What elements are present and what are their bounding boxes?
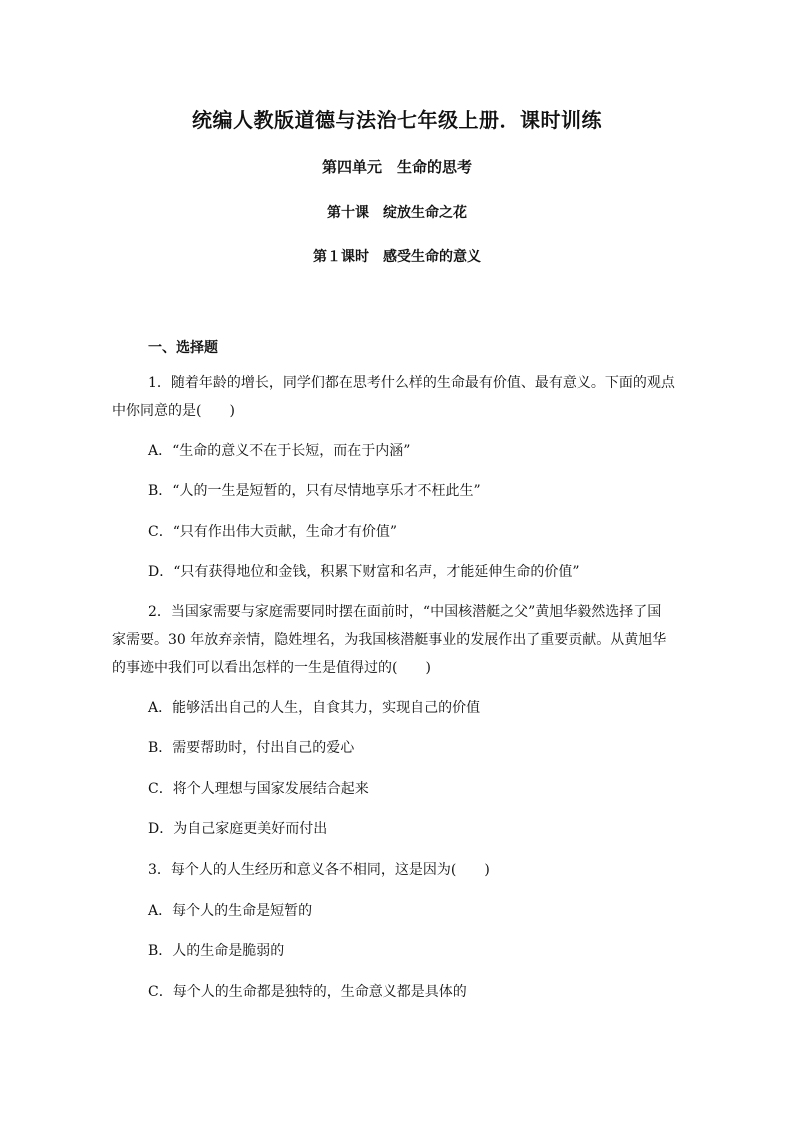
question-1-option-d: D．“只有获得地位和金钱，积累下财富和名声，才能延伸生命的价值” — [148, 564, 580, 580]
document-title: 统编人教版道德与法治七年级上册．课时训练 — [192, 108, 602, 132]
question-3-stem-line-1: 3．每个人的人生经历和意义各不相同，这是因为( ) — [148, 862, 490, 878]
period-heading: 第１课时 感受生命的意义 — [313, 249, 481, 265]
unit-heading: 第四单元 生命的思考 — [321, 158, 472, 176]
question-2-stem-line-2: 家需要。30 年放弃亲情，隐姓埋名，为我国核潜艇事业的发展作出了重要贡献。从黄旭华 — [112, 632, 667, 648]
question-2-option-d: D．为自己家庭更美好而付出 — [148, 821, 328, 837]
section-heading: 一、选择题 — [148, 340, 218, 356]
question-1-option-c: C．“只有作出伟大贡献，生命才有价值” — [148, 524, 398, 540]
lesson-heading: 第十课 绽放生命之花 — [327, 205, 467, 221]
question-2-stem-line-1: 2．当国家需要与家庭需要同时摆在面前时，“中国核潜艇之父”黄旭华毅然选择了国 — [148, 604, 662, 620]
question-1-option-a: A．“生命的意义不在于长短，而在于内涵” — [148, 443, 411, 459]
question-1-option-b: B．“人的一生是短暂的，只有尽情地享乐才不枉此生” — [148, 483, 481, 499]
question-2-stem-line-3: 的事迹中我们可以看出怎样的一生是值得过的( ) — [112, 660, 431, 676]
question-2-option-b: B．需要帮助时，付出自己的爱心 — [148, 740, 355, 756]
question-3-option-b: B．人的生命是脆弱的 — [148, 943, 285, 959]
question-3-option-c: C．每个人的生命都是独特的，生命意义都是具体的 — [148, 984, 467, 1000]
question-3-option-a: A．每个人的生命是短暂的 — [148, 903, 313, 919]
question-2-option-c: C．将个人理想与国家发展结合起来 — [148, 781, 369, 797]
question-1-stem-line-1: 1．随着年龄的增长，同学们都在思考什么样的生命最有价值、最有意义。下面的观点 — [148, 375, 675, 391]
question-1-stem-line-2: 中你同意的是( ) — [112, 403, 235, 419]
question-2-option-a: A．能够活出自己的人生，自食其力，实现自己的价值 — [148, 700, 481, 716]
